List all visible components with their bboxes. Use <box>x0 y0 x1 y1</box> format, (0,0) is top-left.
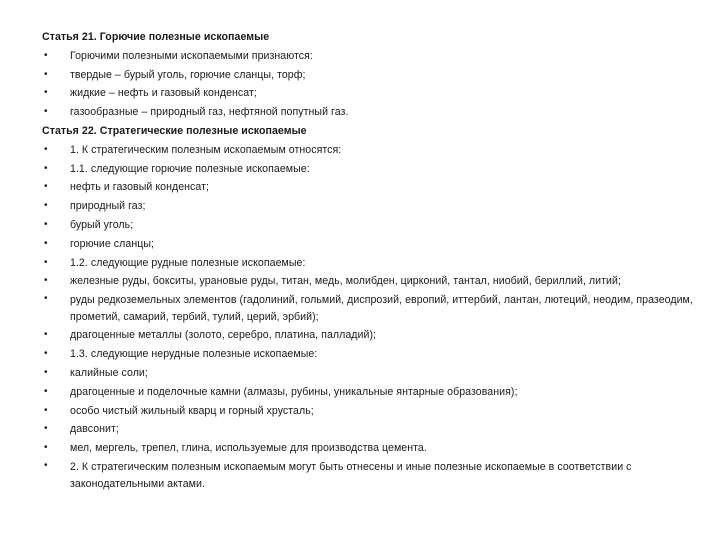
list-item <box>42 458 702 493</box>
bullet-icon: • <box>44 200 48 212</box>
list-item-text: калийные соли; <box>70 366 148 379</box>
list-item <box>42 383 702 402</box>
list-item <box>42 291 702 326</box>
list-item-text: газообразные – природный газ, нефтяной попутный газ. <box>70 106 349 119</box>
list-item <box>42 160 702 179</box>
list-item-text: особо чистый жильный кварц и горный хрусталь; <box>70 404 314 417</box>
list-item <box>42 364 702 383</box>
bullet-icon: • <box>44 106 48 118</box>
list-item-text: твердые – бурый уголь, горючие сланцы, торф; <box>70 68 306 81</box>
list-item-text: 1.2. следующие рудные полезные ископаемые: <box>70 256 306 269</box>
bullet-icon: • <box>44 218 48 230</box>
bullet-icon: • <box>44 256 48 268</box>
bullet-icon: • <box>44 366 48 378</box>
list-item <box>42 254 702 273</box>
list-item <box>42 84 702 103</box>
bullet-icon: • <box>44 237 48 249</box>
list-item-text: давсонит; <box>70 423 119 436</box>
list-item <box>42 178 702 197</box>
article-22-heading: Статья 22. Стратегические полезные ископаемые <box>42 124 307 137</box>
list-item-text: 1.1. следующие горючие полезные ископаемые: <box>70 162 310 175</box>
bullet-icon: • <box>44 329 48 341</box>
list-item-text: драгоценные металлы (золото, серебро, платина, палладий); <box>70 329 377 342</box>
list-item-text: жидкие – нефть и газовый конденсат; <box>70 87 257 100</box>
list-item-text: 1.3. следующие нерудные полезные ископаемые: <box>70 348 318 361</box>
list-item-text: 1. К стратегическим полезным ископаемым относятся: <box>70 143 342 156</box>
list-item <box>42 47 702 66</box>
list-item-text: руды редкоземельных элементов (гадолиний, гольмий, диспрозий, европий, иттербий, лантан, лютеций, неодим, празеодим, прометий, самарий, тербий, тулий, церий, эрбий); <box>70 294 693 323</box>
list-item <box>42 197 702 216</box>
list-item <box>42 326 702 345</box>
list-item <box>42 345 702 364</box>
list-item-text: мел, мергель, трепел, глина, используемые для производства цемента. <box>70 442 427 455</box>
bullet-icon: • <box>44 143 48 155</box>
list-item-text: бурый уголь; <box>70 218 134 231</box>
bullet-icon: • <box>44 442 48 454</box>
bullet-icon: • <box>44 348 48 360</box>
bullet-icon: • <box>44 385 48 397</box>
list-item-text: нефть и газовый конденсат; <box>70 181 210 194</box>
bullet-icon: • <box>44 49 48 61</box>
bullet-icon: • <box>44 68 48 80</box>
list-item <box>42 420 702 439</box>
list-item <box>42 216 702 235</box>
bullet-icon: • <box>44 293 48 305</box>
document-body <box>42 28 702 493</box>
list-item-text: 2. К стратегическим полезным ископаемым могут быть отнесены и иные полезные ископаемые в соответствии с законодательными актами. <box>70 460 632 490</box>
bullet-icon: • <box>44 459 48 471</box>
bullet-icon: • <box>44 87 48 99</box>
bullet-icon: • <box>44 181 48 193</box>
list-item <box>42 439 702 458</box>
list-item-text: горючие сланцы; <box>70 237 154 250</box>
list-item-text: природный газ; <box>70 200 146 213</box>
list-item <box>42 272 702 291</box>
list-item <box>42 141 702 160</box>
list-item <box>42 402 702 421</box>
list-item <box>42 103 702 122</box>
list-item-text: Горючими полезными ископаемыми признаются: <box>70 49 313 62</box>
bullet-icon: • <box>44 423 48 435</box>
article-21-heading: Статья 21. Горючие полезные ископаемые <box>42 31 270 43</box>
list-item-text: драгоценные и поделочные камни (алмазы, рубины, уникальные янтарные образования); <box>70 385 518 398</box>
bullet-icon: • <box>44 404 48 416</box>
list-item <box>42 235 702 254</box>
list-item-text: железные руды, бокситы, урановые руды, титан, медь, молибден, цирконий, тантал, ниобий, бериллий, литий; <box>70 275 621 288</box>
list-item <box>42 66 702 85</box>
bullet-icon: • <box>44 162 48 174</box>
bullet-icon: • <box>44 275 48 287</box>
